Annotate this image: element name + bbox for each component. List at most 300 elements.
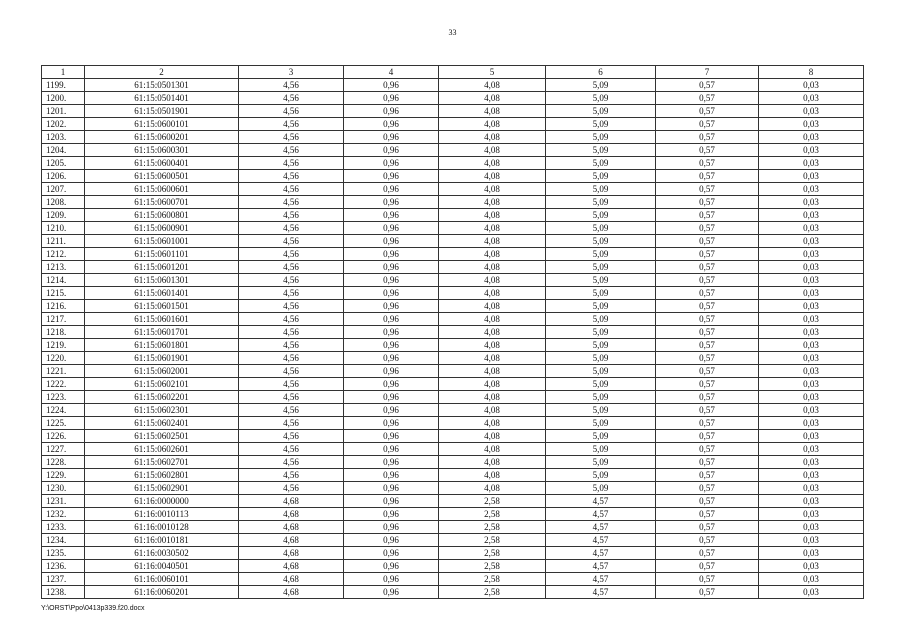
col5-cell: 2,58 [439, 573, 546, 586]
col4-cell: 0,96 [344, 118, 439, 131]
col3-cell: 4,56 [239, 261, 344, 274]
table-row [42, 300, 864, 313]
col7-cell: 0,57 [656, 521, 759, 534]
col4-cell: 0,96 [344, 274, 439, 287]
col3-cell: 4,56 [239, 92, 344, 105]
col6-cell: 5,09 [546, 417, 656, 430]
col8-cell: 0,03 [759, 144, 864, 157]
col5-cell: 2,58 [439, 534, 546, 547]
col5-cell: 4,08 [439, 209, 546, 222]
col7-cell: 0,57 [656, 339, 759, 352]
page-number: 33 [448, 28, 457, 37]
col7-cell: 0,57 [656, 235, 759, 248]
col8-cell: 0,03 [759, 573, 864, 586]
col7-cell: 0,57 [656, 287, 759, 300]
row-number-cell: 1218. [42, 326, 85, 339]
col6-cell: 5,09 [546, 430, 656, 443]
col7-cell: 0,57 [656, 469, 759, 482]
col5-cell: 4,08 [439, 118, 546, 131]
col8-cell: 0,03 [759, 105, 864, 118]
col7-cell: 0,57 [656, 183, 759, 196]
col5-cell: 4,08 [439, 365, 546, 378]
cadastral-code-cell: 61:15:0602701 [85, 456, 239, 469]
col3-cell: 4,56 [239, 183, 344, 196]
col7-cell: 0,57 [656, 92, 759, 105]
col7-cell: 0,57 [656, 586, 759, 599]
col6-cell: 5,09 [546, 183, 656, 196]
col5-cell: 4,08 [439, 430, 546, 443]
col8-cell: 0,03 [759, 521, 864, 534]
col7-cell: 0,57 [656, 534, 759, 547]
column-header: 7 [656, 66, 759, 79]
col7-cell: 0,57 [656, 365, 759, 378]
col3-cell: 4,56 [239, 300, 344, 313]
row-number-cell: 1207. [42, 183, 85, 196]
col5-cell: 4,08 [439, 92, 546, 105]
table-row [42, 352, 864, 365]
cadastral-code-cell: 61:15:0601301 [85, 274, 239, 287]
col6-cell: 5,09 [546, 443, 656, 456]
row-number-cell: 1227. [42, 443, 85, 456]
table-header-row [42, 66, 864, 79]
col7-cell: 0,57 [656, 248, 759, 261]
table-row [42, 560, 864, 573]
table-row [42, 378, 864, 391]
column-header: 2 [85, 66, 239, 79]
row-number-cell: 1237. [42, 573, 85, 586]
col6-cell: 5,09 [546, 482, 656, 495]
col3-cell: 4,56 [239, 391, 344, 404]
table-row [42, 235, 864, 248]
cadastral-code-cell: 61:15:0600601 [85, 183, 239, 196]
col4-cell: 0,96 [344, 521, 439, 534]
col8-cell: 0,03 [759, 222, 864, 235]
col7-cell: 0,57 [656, 144, 759, 157]
col4-cell: 0,96 [344, 326, 439, 339]
cadastral-code-cell: 61:15:0600401 [85, 157, 239, 170]
col5-cell: 2,58 [439, 521, 546, 534]
col6-cell: 5,09 [546, 79, 656, 92]
col6-cell: 5,09 [546, 248, 656, 261]
col4-cell: 0,96 [344, 365, 439, 378]
col7-cell: 0,57 [656, 456, 759, 469]
table-row [42, 365, 864, 378]
row-number-cell: 1230. [42, 482, 85, 495]
col6-cell: 4,57 [546, 508, 656, 521]
col5-cell: 4,08 [439, 300, 546, 313]
row-number-cell: 1232. [42, 508, 85, 521]
col5-cell: 2,58 [439, 508, 546, 521]
col4-cell: 0,96 [344, 183, 439, 196]
col7-cell: 0,57 [656, 547, 759, 560]
row-number-cell: 1228. [42, 456, 85, 469]
col5-cell: 4,08 [439, 235, 546, 248]
cadastral-code-cell: 61:15:0600901 [85, 222, 239, 235]
col4-cell: 0,96 [344, 378, 439, 391]
col8-cell: 0,03 [759, 92, 864, 105]
column-header: 8 [759, 66, 864, 79]
col4-cell: 0,96 [344, 417, 439, 430]
col6-cell: 5,09 [546, 92, 656, 105]
col4-cell: 0,96 [344, 209, 439, 222]
col6-cell: 5,09 [546, 196, 656, 209]
table-row [42, 313, 864, 326]
table-row [42, 456, 864, 469]
col5-cell: 4,08 [439, 326, 546, 339]
col4-cell: 0,96 [344, 391, 439, 404]
col3-cell: 4,68 [239, 547, 344, 560]
col7-cell: 0,57 [656, 560, 759, 573]
col4-cell: 0,96 [344, 300, 439, 313]
table-body [42, 79, 864, 599]
col4-cell: 0,96 [344, 443, 439, 456]
col3-cell: 4,68 [239, 573, 344, 586]
col3-cell: 4,56 [239, 222, 344, 235]
table-row [42, 131, 864, 144]
col3-cell: 4,56 [239, 105, 344, 118]
col4-cell: 0,96 [344, 313, 439, 326]
row-number-cell: 1210. [42, 222, 85, 235]
footer-file-path: Y:\ORST\Ppo\0413p339.f20.docx [41, 605, 145, 612]
row-number-cell: 1235. [42, 547, 85, 560]
col6-cell: 5,09 [546, 105, 656, 118]
col4-cell: 0,96 [344, 144, 439, 157]
cadastral-code-cell: 61:15:0601201 [85, 261, 239, 274]
col7-cell: 0,57 [656, 378, 759, 391]
table-row [42, 521, 864, 534]
col3-cell: 4,56 [239, 339, 344, 352]
col7-cell: 0,57 [656, 404, 759, 417]
cadastral-code-cell: 61:15:0601901 [85, 352, 239, 365]
col5-cell: 4,08 [439, 222, 546, 235]
cadastral-code-cell: 61:15:0501401 [85, 92, 239, 105]
col6-cell: 5,09 [546, 144, 656, 157]
col5-cell: 4,08 [439, 157, 546, 170]
col8-cell: 0,03 [759, 469, 864, 482]
col7-cell: 0,57 [656, 170, 759, 183]
table-row [42, 222, 864, 235]
col3-cell: 4,68 [239, 521, 344, 534]
col6-cell: 4,57 [546, 521, 656, 534]
table-row [42, 274, 864, 287]
col5-cell: 4,08 [439, 456, 546, 469]
col8-cell: 0,03 [759, 404, 864, 417]
table-row [42, 469, 864, 482]
col3-cell: 4,56 [239, 235, 344, 248]
col8-cell: 0,03 [759, 196, 864, 209]
row-number-cell: 1202. [42, 118, 85, 131]
col4-cell: 0,96 [344, 573, 439, 586]
table-row [42, 482, 864, 495]
row-number-cell: 1203. [42, 131, 85, 144]
row-number-cell: 1211. [42, 235, 85, 248]
cadastral-code-cell: 61:15:0600801 [85, 209, 239, 222]
cadastral-code-cell: 61:15:0602601 [85, 443, 239, 456]
row-number-cell: 1204. [42, 144, 85, 157]
table-row [42, 417, 864, 430]
table-row [42, 391, 864, 404]
col3-cell: 4,56 [239, 287, 344, 300]
col3-cell: 4,68 [239, 508, 344, 521]
col7-cell: 0,57 [656, 209, 759, 222]
col6-cell: 5,09 [546, 365, 656, 378]
col5-cell: 4,08 [439, 131, 546, 144]
col7-cell: 0,57 [656, 131, 759, 144]
col7-cell: 0,57 [656, 157, 759, 170]
col3-cell: 4,56 [239, 248, 344, 261]
cadastral-code-cell: 61:15:0501301 [85, 79, 239, 92]
col8-cell: 0,03 [759, 209, 864, 222]
col4-cell: 0,96 [344, 248, 439, 261]
col4-cell: 0,96 [344, 560, 439, 573]
row-number-cell: 1231. [42, 495, 85, 508]
col8-cell: 0,03 [759, 417, 864, 430]
col5-cell: 4,08 [439, 170, 546, 183]
cadastral-code-cell: 61:15:0602801 [85, 469, 239, 482]
col7-cell: 0,57 [656, 300, 759, 313]
col8-cell: 0,03 [759, 235, 864, 248]
col3-cell: 4,68 [239, 586, 344, 599]
row-number-cell: 1217. [42, 313, 85, 326]
table-row [42, 430, 864, 443]
table-row [42, 404, 864, 417]
col4-cell: 0,96 [344, 235, 439, 248]
col8-cell: 0,03 [759, 365, 864, 378]
col6-cell: 4,57 [546, 547, 656, 560]
col6-cell: 5,09 [546, 469, 656, 482]
cadastral-code-cell: 61:15:0600101 [85, 118, 239, 131]
col6-cell: 4,57 [546, 560, 656, 573]
table-row [42, 170, 864, 183]
col8-cell: 0,03 [759, 157, 864, 170]
col4-cell: 0,96 [344, 404, 439, 417]
row-number-cell: 1212. [42, 248, 85, 261]
col6-cell: 5,09 [546, 326, 656, 339]
col5-cell: 4,08 [439, 105, 546, 118]
col5-cell: 2,58 [439, 586, 546, 599]
col4-cell: 0,96 [344, 131, 439, 144]
table-row [42, 79, 864, 92]
col4-cell: 0,96 [344, 79, 439, 92]
row-number-cell: 1220. [42, 352, 85, 365]
col6-cell: 5,09 [546, 352, 656, 365]
cadastral-code-cell: 61:16:0040501 [85, 560, 239, 573]
column-header: 4 [344, 66, 439, 79]
col8-cell: 0,03 [759, 482, 864, 495]
cadastral-code-cell: 61:15:0601501 [85, 300, 239, 313]
cadastral-code-cell: 61:16:0010128 [85, 521, 239, 534]
col6-cell: 5,09 [546, 391, 656, 404]
col3-cell: 4,56 [239, 196, 344, 209]
row-number-cell: 1238. [42, 586, 85, 599]
col6-cell: 5,09 [546, 118, 656, 131]
col3-cell: 4,56 [239, 157, 344, 170]
cadastral-code-cell: 61:15:0601601 [85, 313, 239, 326]
row-number-cell: 1234. [42, 534, 85, 547]
col7-cell: 0,57 [656, 508, 759, 521]
cadastral-code-cell: 61:16:0030502 [85, 547, 239, 560]
table-row [42, 573, 864, 586]
col6-cell: 5,09 [546, 378, 656, 391]
col7-cell: 0,57 [656, 222, 759, 235]
col3-cell: 4,68 [239, 495, 344, 508]
col6-cell: 5,09 [546, 235, 656, 248]
table-row [42, 534, 864, 547]
col3-cell: 4,56 [239, 378, 344, 391]
col7-cell: 0,57 [656, 79, 759, 92]
row-number-cell: 1236. [42, 560, 85, 573]
col7-cell: 0,57 [656, 482, 759, 495]
col7-cell: 0,57 [656, 274, 759, 287]
row-number-cell: 1201. [42, 105, 85, 118]
col6-cell: 5,09 [546, 404, 656, 417]
table-row [42, 196, 864, 209]
column-header: 3 [239, 66, 344, 79]
cadastral-code-cell: 61:16:0060101 [85, 573, 239, 586]
col6-cell: 4,57 [546, 495, 656, 508]
row-number-cell: 1208. [42, 196, 85, 209]
cadastral-code-cell: 61:15:0501901 [85, 105, 239, 118]
col3-cell: 4,56 [239, 430, 344, 443]
col4-cell: 0,96 [344, 222, 439, 235]
col5-cell: 4,08 [439, 144, 546, 157]
col8-cell: 0,03 [759, 118, 864, 131]
col7-cell: 0,57 [656, 430, 759, 443]
table-row [42, 261, 864, 274]
col6-cell: 5,09 [546, 274, 656, 287]
col4-cell: 0,96 [344, 508, 439, 521]
row-number-cell: 1223. [42, 391, 85, 404]
cadastral-code-cell: 61:15:0601101 [85, 248, 239, 261]
col3-cell: 4,56 [239, 313, 344, 326]
col7-cell: 0,57 [656, 352, 759, 365]
col8-cell: 0,03 [759, 79, 864, 92]
col3-cell: 4,68 [239, 560, 344, 573]
row-number-cell: 1206. [42, 170, 85, 183]
col3-cell: 4,56 [239, 326, 344, 339]
col5-cell: 4,08 [439, 196, 546, 209]
row-number-cell: 1219. [42, 339, 85, 352]
col3-cell: 4,56 [239, 469, 344, 482]
col8-cell: 0,03 [759, 378, 864, 391]
cadastral-code-cell: 61:15:0601701 [85, 326, 239, 339]
row-number-cell: 1215. [42, 287, 85, 300]
col5-cell: 4,08 [439, 313, 546, 326]
col8-cell: 0,03 [759, 313, 864, 326]
cadastral-code-cell: 61:15:0602501 [85, 430, 239, 443]
cadastral-code-cell: 61:15:0602001 [85, 365, 239, 378]
col6-cell: 5,09 [546, 287, 656, 300]
col6-cell: 5,09 [546, 261, 656, 274]
table-row [42, 248, 864, 261]
col8-cell: 0,03 [759, 352, 864, 365]
col4-cell: 0,96 [344, 430, 439, 443]
col4-cell: 0,96 [344, 339, 439, 352]
col3-cell: 4,56 [239, 417, 344, 430]
table-row [42, 209, 864, 222]
col5-cell: 4,08 [439, 183, 546, 196]
col5-cell: 4,08 [439, 404, 546, 417]
col3-cell: 4,56 [239, 404, 344, 417]
cadastral-code-cell: 61:15:0602401 [85, 417, 239, 430]
row-number-cell: 1221. [42, 365, 85, 378]
col5-cell: 4,08 [439, 378, 546, 391]
col4-cell: 0,96 [344, 456, 439, 469]
table-row [42, 339, 864, 352]
col4-cell: 0,96 [344, 196, 439, 209]
cadastral-code-cell: 61:15:0600301 [85, 144, 239, 157]
col5-cell: 4,08 [439, 339, 546, 352]
col8-cell: 0,03 [759, 274, 864, 287]
column-header: 6 [546, 66, 656, 79]
cadastral-code-cell: 61:16:0010113 [85, 508, 239, 521]
row-number-cell: 1200. [42, 92, 85, 105]
table-row [42, 547, 864, 560]
row-number-cell: 1214. [42, 274, 85, 287]
cadastral-code-cell: 61:15:0600501 [85, 170, 239, 183]
column-header: 5 [439, 66, 546, 79]
col4-cell: 0,96 [344, 105, 439, 118]
row-number-cell: 1213. [42, 261, 85, 274]
table-row [42, 586, 864, 599]
col8-cell: 0,03 [759, 443, 864, 456]
data-table [41, 65, 864, 599]
col7-cell: 0,57 [656, 105, 759, 118]
row-number-cell: 1222. [42, 378, 85, 391]
col8-cell: 0,03 [759, 287, 864, 300]
col5-cell: 2,58 [439, 547, 546, 560]
table-row [42, 183, 864, 196]
col5-cell: 4,08 [439, 469, 546, 482]
col3-cell: 4,56 [239, 118, 344, 131]
cadastral-code-cell: 61:15:0602201 [85, 391, 239, 404]
table-row [42, 326, 864, 339]
col4-cell: 0,96 [344, 495, 439, 508]
cadastral-code-cell: 61:15:0600701 [85, 196, 239, 209]
row-number-cell: 1216. [42, 300, 85, 313]
col3-cell: 4,56 [239, 482, 344, 495]
col5-cell: 4,08 [439, 274, 546, 287]
table-row [42, 495, 864, 508]
cadastral-code-cell: 61:15:0601401 [85, 287, 239, 300]
col8-cell: 0,03 [759, 131, 864, 144]
row-number-cell: 1209. [42, 209, 85, 222]
table-row [42, 144, 864, 157]
col7-cell: 0,57 [656, 196, 759, 209]
col8-cell: 0,03 [759, 339, 864, 352]
col8-cell: 0,03 [759, 261, 864, 274]
col7-cell: 0,57 [656, 326, 759, 339]
col4-cell: 0,96 [344, 92, 439, 105]
table-row [42, 443, 864, 456]
col5-cell: 4,08 [439, 287, 546, 300]
cadastral-code-cell: 61:16:0060201 [85, 586, 239, 599]
cadastral-code-cell: 61:15:0601801 [85, 339, 239, 352]
col5-cell: 4,08 [439, 391, 546, 404]
col8-cell: 0,03 [759, 534, 864, 547]
table-row [42, 157, 864, 170]
col5-cell: 4,08 [439, 261, 546, 274]
col6-cell: 5,09 [546, 170, 656, 183]
col5-cell: 4,08 [439, 248, 546, 261]
col6-cell: 4,57 [546, 573, 656, 586]
col6-cell: 5,09 [546, 456, 656, 469]
cadastral-code-cell: 61:15:0602301 [85, 404, 239, 417]
col3-cell: 4,56 [239, 352, 344, 365]
col3-cell: 4,56 [239, 274, 344, 287]
col8-cell: 0,03 [759, 560, 864, 573]
table-row [42, 92, 864, 105]
